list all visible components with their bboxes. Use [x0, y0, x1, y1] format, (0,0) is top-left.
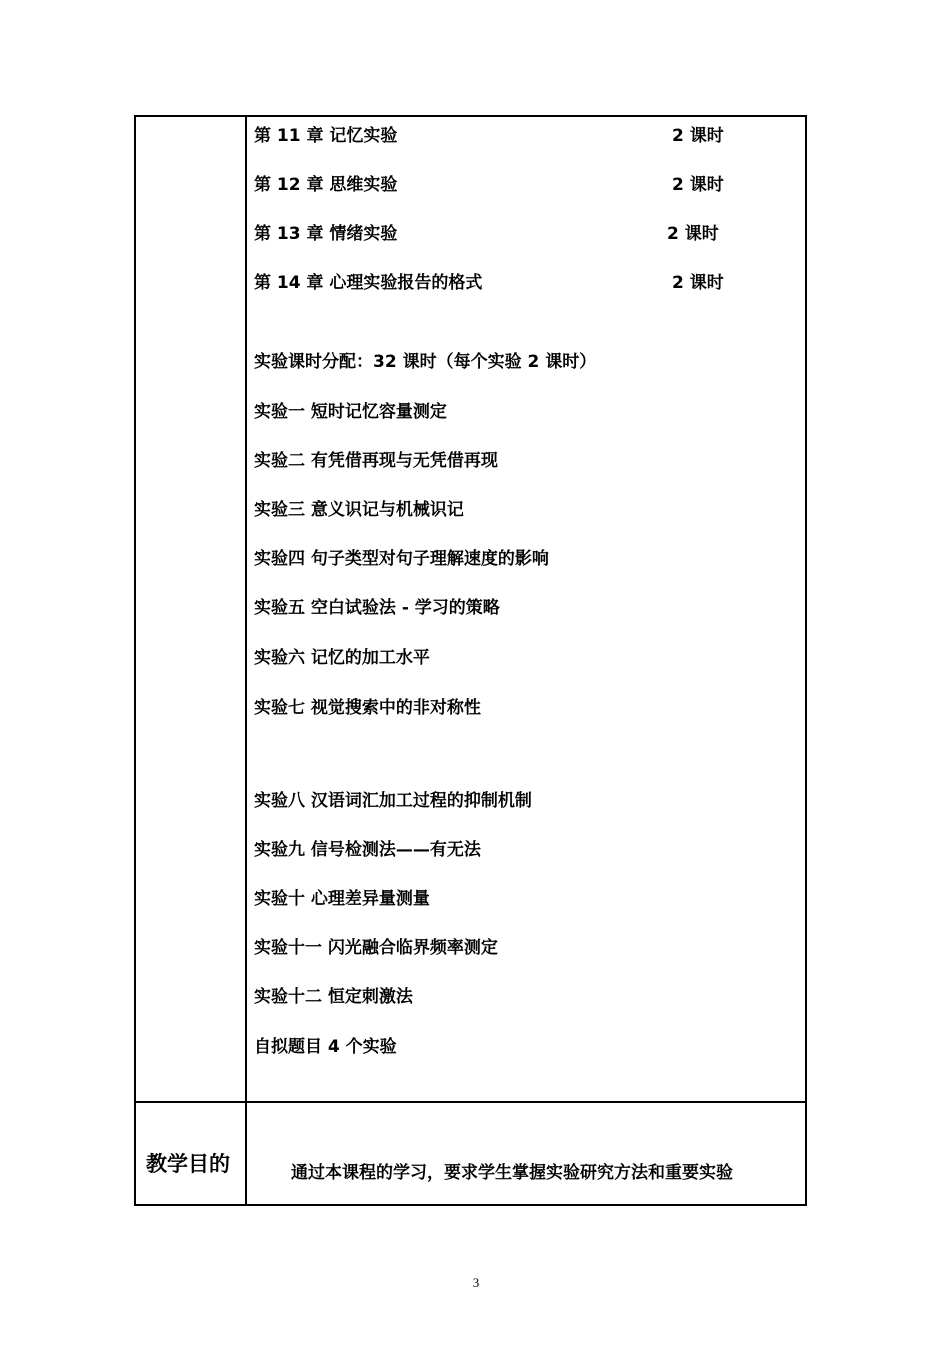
page-number: 3	[472, 1275, 480, 1290]
experiment-item: 实验十一 闪光融合临界频率测定	[254, 938, 498, 958]
experiment-item: 实验一 短时记忆容量测定	[254, 402, 447, 422]
row-divider	[136, 1101, 805, 1103]
experiment-item: 实验二 有凭借再现与无凭借再现	[254, 451, 498, 471]
chapter-14-hours: 2 课时	[672, 273, 724, 293]
experiment-item: 实验十 心理差异量测量	[254, 889, 430, 909]
experiment-item: 实验三 意义识记与机械识记	[254, 500, 464, 520]
chapter-11-hours: 2 课时	[672, 126, 724, 146]
chapter-13-title: 第 13 章 情绪实验	[254, 224, 398, 244]
objective-text: 通过本课程的学习，要求学生掌握实验研究方法和重要实验	[291, 1163, 733, 1183]
chapter-11-title: 第 11 章 记忆实验	[254, 126, 398, 146]
hour-allocation: 实验课时分配：32 课时（每个实验 2 课时）	[254, 352, 597, 372]
experiment-item: 实验四 句子类型对句子理解速度的影响	[254, 549, 549, 569]
experiment-item: 实验六 记忆的加工水平	[254, 648, 430, 668]
chapter-13-hours: 2 课时	[667, 224, 719, 244]
experiment-item: 实验八 汉语词汇加工过程的抑制机制	[254, 791, 532, 811]
experiment-item: 实验七 视觉搜索中的非对称性	[254, 698, 481, 718]
course-table	[134, 115, 807, 1206]
experiment-item: 实验九 信号检测法——有无法	[254, 840, 481, 860]
objective-label: 教学目的	[146, 1152, 230, 1176]
experiment-item: 实验十二 恒定刺激法	[254, 987, 413, 1007]
experiment-item: 自拟题目 4 个实验	[254, 1037, 397, 1057]
experiment-item: 实验五 空白试验法 - 学习的策略	[254, 598, 500, 618]
chapter-14-title: 第 14 章 心理实验报告的格式	[254, 273, 483, 293]
column-divider	[245, 117, 247, 1204]
chapter-12-hours: 2 课时	[672, 175, 724, 195]
chapter-12-title: 第 12 章 思维实验	[254, 175, 398, 195]
